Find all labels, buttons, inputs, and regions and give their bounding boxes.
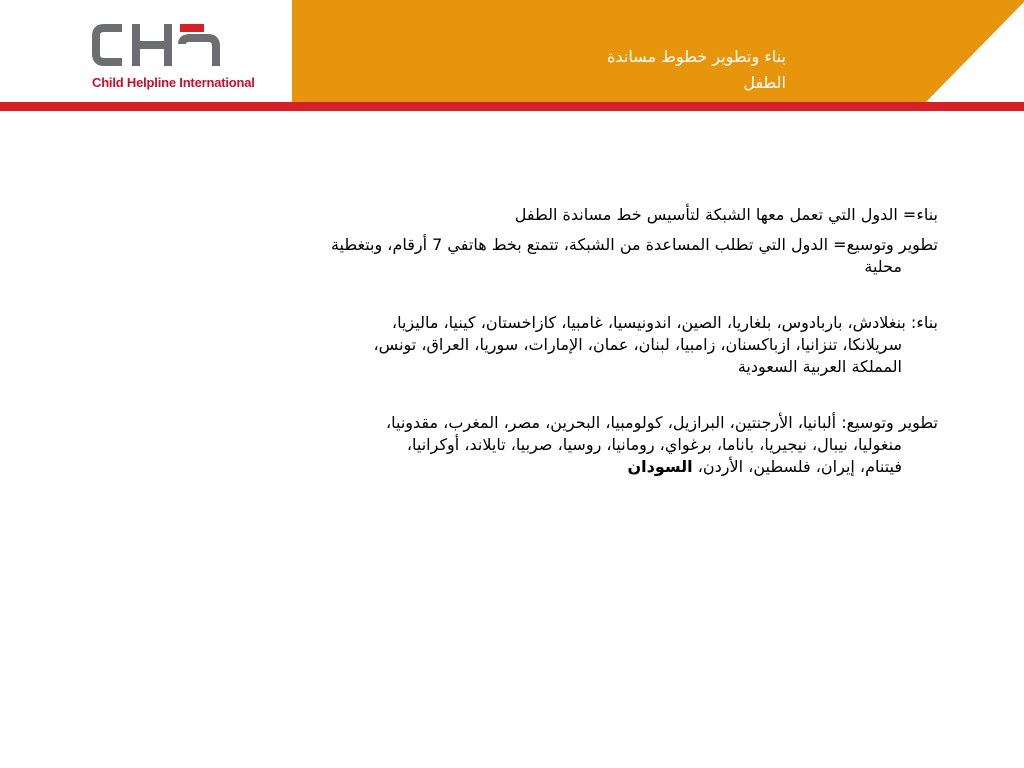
paragraph-text: فيتنام، إيران، فلسطين، الأردن، xyxy=(692,457,902,476)
paragraph-develop-definition xyxy=(100,234,938,278)
paragraph-line: تطوير وتوسيع= الدول التي تطلب المساعدة من الشبكة، تتمتع بخط هاتفي 7 أرقام، وبتغطية xyxy=(330,235,938,254)
slide-body xyxy=(100,204,938,478)
paragraph-line: تطوير وتوسيع: ألبانيا، الأرجنتين، البرازيل، كولومبيا، البحرين، مصر، المغرب، مقدونيا، xyxy=(385,413,938,432)
logo-text: Child Helpline International xyxy=(92,75,255,90)
paragraph-line xyxy=(100,456,938,478)
slide-title-line2: الطفل xyxy=(743,73,786,92)
slide-title xyxy=(470,44,786,96)
paragraph-line: بناء= الدول التي تعمل معها الشبكة لتأسيس خط مساندة الطفل xyxy=(514,205,938,224)
paragraph-build-countries xyxy=(100,312,938,378)
paragraph-line: محلية xyxy=(864,257,902,276)
paragraph-line: المملكة العربية السعودية xyxy=(737,357,902,376)
logo-area xyxy=(0,0,290,100)
slide-title-line1: بناء وتطوير خطوط مساندة xyxy=(607,47,786,66)
paragraph-line: بناء: بنغلادش، باربادوس، بلغاريا، الصين، اندونيسيا، غامبيا، كازاخستان، كينيا، ماليزيا، xyxy=(391,313,938,332)
highlighted-country: السودان xyxy=(627,457,693,476)
paragraph-build-definition xyxy=(100,204,938,226)
paragraph-line: سريلانكا، تنزانيا، ازباكسنان، زامبيا، لبنان، عمان، الإمارات، سوريا، العراق، تونس، xyxy=(373,335,902,354)
paragraph-develop-countries xyxy=(100,412,938,478)
chi-logo-icon xyxy=(92,20,222,70)
header-divider xyxy=(0,102,1024,111)
paragraph-line: منغوليا، نيبال، نيجيريا، باناما، برغواي، رومانيا، روسيا، صربيا، تايلاند، أوكرانيا، xyxy=(406,435,902,454)
